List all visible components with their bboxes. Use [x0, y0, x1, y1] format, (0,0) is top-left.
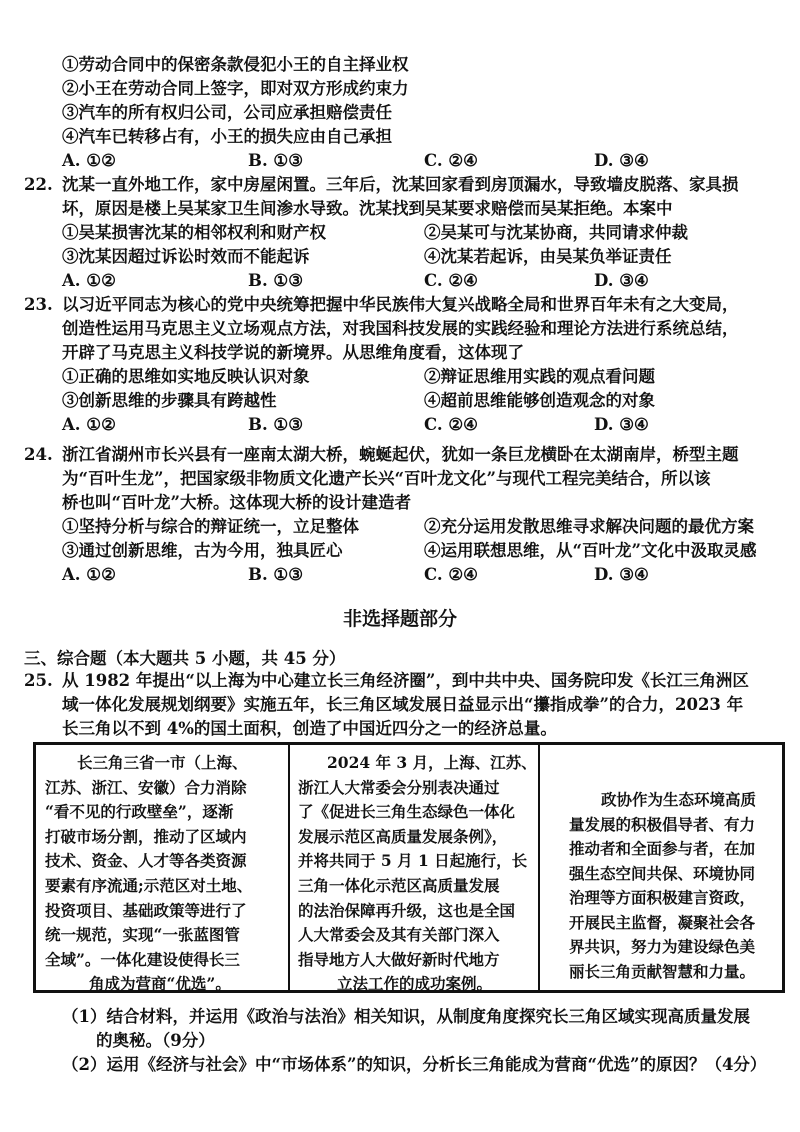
- material-2-line-9: 指导地方人大做好新时代地方: [298, 950, 500, 969]
- q25-stem-line-2: 域一体化发展规划纲要》实施五年，长三角区域发展日益显示出“攥指成拳”的合力，2023 年: [62, 695, 744, 714]
- material-1-line-7: 投资项目、基础政策等进行了: [45, 901, 247, 920]
- q21-option-b: B. ①③: [248, 151, 304, 170]
- q24-option-b: B. ①③: [248, 565, 304, 584]
- q22-option-c: C. ②④: [424, 271, 478, 290]
- q24-stem-line-3: 桥也叫“百叶龙”大桥。这体现大桥的设计建造者: [62, 493, 411, 512]
- q24-option-c: C. ②④: [424, 565, 478, 584]
- q23-statement-4: ④超前思维能够创造观念的对象: [424, 391, 655, 410]
- q23-stem-line-2: 创造性运用马克思主义立场观点方法，对我国科技发展的实践经验和理论方法进行系统总结，: [62, 319, 739, 338]
- q25-number: 25.: [24, 671, 53, 690]
- q23-stem-line-1: 以习近平同志为核心的党中央统筹把握中华民族伟大复兴战略全局和世界百年未有之大变局，: [62, 295, 739, 314]
- q24-statement-4: ④运用联想思维，从“百叶龙”文化中汲取灵感: [424, 541, 757, 560]
- material-1-line-5: 技术、资金、人才等各类资源: [45, 851, 247, 870]
- material-3-line-7: 界共识，努力为建设绿色美: [569, 937, 756, 956]
- q23-number: 23.: [24, 295, 53, 314]
- q25-sub-question-1-cont: 的奥秘。（9分）: [96, 1031, 215, 1050]
- section-3-heading: 三、综合题（本大题共 5 小题，共 45 分）: [24, 649, 346, 668]
- q24-option-d: D. ③④: [594, 565, 649, 584]
- q21-option-c: C. ②④: [424, 151, 478, 170]
- q22-stem-line-2: 坏，原因是楼上吴某家卫生间渗水导致。沈某找到吴某要求赔偿而吴某拒绝。本案中: [62, 199, 673, 218]
- q23-stem-line-3: 开辟了马克思主义科技学说的新境界。从思维角度看，这体现了: [62, 343, 524, 362]
- material-1-line-6: 要素有序流通;示范区对土地、: [45, 876, 253, 895]
- q23-statement-3: ③创新思维的步骤具有跨越性: [62, 391, 277, 410]
- q24-number: 24.: [24, 445, 53, 464]
- material-1-line-3: “看不见的行政壁垒”，逐渐: [45, 802, 234, 821]
- q22-statement-3: ③沈某因超过诉讼时效而不能起诉: [62, 247, 310, 266]
- q23-statement-2: ②辩证思维用实践的观点看问题: [424, 367, 655, 386]
- material-2-line-3: 了《促进长三角生态绿色一体化: [298, 802, 516, 821]
- materials-box: [33, 742, 785, 993]
- q22-statement-4: ④沈某若起诉，由吴某负举证责任: [424, 247, 672, 266]
- q22-option-d: D. ③④: [594, 271, 649, 290]
- q23-statement-1: ①正确的思维如实地反映认识对象: [62, 367, 310, 386]
- material-3-line-2: 量发展的积极倡导者、有力: [569, 815, 756, 834]
- q21-statement-3: ③汽车的所有权归公司，公司应承担赔偿责任: [62, 103, 392, 122]
- q24-stem-line-2: 为“百叶生龙”，把国家级非物质文化遗产长兴“百叶龙文化”与现代工程完美结合，所以该: [62, 469, 711, 488]
- q22-statement-2: ②吴某可与沈某协商，共同请求仲裁: [424, 223, 688, 242]
- q22-statement-1: ①吴某损害沈某的相邻权利和财产权: [62, 223, 326, 242]
- material-1-line-1: 长三角三省一市（上海、: [77, 753, 248, 772]
- material-2-line-10: 立法工作的成功案例。: [337, 974, 493, 993]
- q22-number: 22.: [24, 175, 53, 194]
- materials-divider-2: [538, 745, 540, 990]
- material-2-line-8: 人大常委会及其有关部门深入: [298, 925, 500, 944]
- q25-sub-question-2: （2）运用《经济与社会》中“市场体系”的知识，分析长三角能成为营商“优选”的原因？（4分）: [62, 1055, 767, 1074]
- section-title: 非选择题部分: [342, 608, 457, 630]
- material-3-line-6: 开展民主监督，凝聚社会各: [569, 913, 756, 932]
- q23-option-d: D. ③④: [594, 415, 649, 434]
- material-1-line-4: 打破市场分割，推动了区域内: [45, 827, 247, 846]
- q21-statement-2: ②小王在劳动合同上签字，即对双方形成约束力: [62, 79, 409, 98]
- q23-option-a: A. ①②: [62, 415, 116, 434]
- material-3-line-5: 治理等方面积极建言资政，: [569, 888, 756, 907]
- material-3-line-3: 推动者和全面参与者，在加: [569, 839, 756, 858]
- q25-stem-line-3: 长三角以不到 4%的国土面积，创造了中国近四分之一的经济总量。: [62, 719, 557, 738]
- material-2-line-2: 浙江人大常委会分别表决通过: [298, 778, 500, 797]
- material-2-line-4: 发展示范区高质量发展条例》，: [298, 827, 508, 846]
- q22-option-b: B. ①③: [248, 271, 304, 290]
- q21-statement-1: ①劳动合同中的保密条款侵犯小王的自主择业权: [62, 55, 409, 74]
- material-2-line-7: 的法治保障再升级，这也是全国: [298, 901, 516, 920]
- material-1-line-2: 江苏、浙江、安徽）合力消除: [45, 778, 247, 797]
- material-2-line-1: 2024 年 3 月，上海、江苏、: [327, 753, 537, 772]
- materials-divider-1: [288, 745, 290, 990]
- material-3-line-4: 强生态空间共保、环境协同: [569, 864, 756, 883]
- q24-stem-line-1: 浙江省湖州市长兴县有一座南太湖大桥，蜿蜒起伏，犹如一条巨龙横卧在太湖南岸，桥型主题: [62, 445, 739, 464]
- q21-option-d: D. ③④: [594, 151, 649, 170]
- material-1-line-8: 统一规范，实现“一张蓝图管: [45, 925, 240, 944]
- material-1-line-10: 角成为营商“优选”。: [89, 974, 231, 993]
- q23-option-b: B. ①③: [248, 415, 304, 434]
- material-3-line-1: 政协作为生态环境高质: [601, 790, 757, 809]
- q22-stem-line-1: 沈某一直外地工作，家中房屋闲置。三年后，沈某回家看到房顶漏水，导致墙皮脱落、家具损: [62, 175, 739, 194]
- q24-option-a: A. ①②: [62, 565, 116, 584]
- material-2-line-5: 并将共同于 5 月 1 日起施行，长: [298, 851, 528, 870]
- q25-sub-question-1: （1）结合材料，并运用《政治与法治》相关知识，从制度角度探究长三角区域实现高质量发展: [62, 1007, 750, 1026]
- material-1-line-9: 全域”。一体化建设使得长三: [45, 950, 240, 969]
- material-3-line-8: 丽长三角贡献智慧和力量。: [569, 962, 756, 981]
- q24-statement-2: ②充分运用发散思维寻求解决问题的最优方案: [424, 517, 754, 536]
- q21-statement-4: ④汽车已转移占有，小王的损失应由自己承担: [62, 127, 392, 146]
- material-2-line-6: 三角一体化示范区高质量发展: [298, 876, 500, 895]
- q22-option-a: A. ①②: [62, 271, 116, 290]
- q24-statement-3: ③通过创新思维，古为今用，独具匠心: [62, 541, 343, 560]
- q24-statement-1: ①坚持分析与综合的辩证统一，立足整体: [62, 517, 359, 536]
- q23-option-c: C. ②④: [424, 415, 478, 434]
- q21-option-a: A. ①②: [62, 151, 116, 170]
- q25-stem-line-1: 从 1982 年提出“以上海为中心建立长三角经济圈”，到中共中央、国务院印发《长江三角洲区: [62, 671, 749, 690]
